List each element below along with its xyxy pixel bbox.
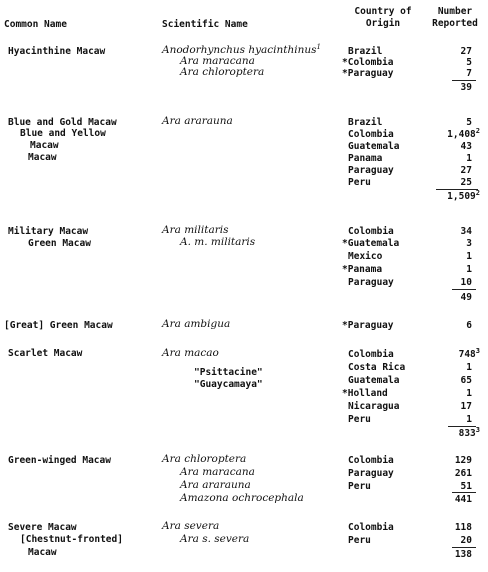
scientific-name: Ara ararauna bbox=[180, 479, 251, 491]
common-name: Green Macaw bbox=[28, 238, 91, 249]
scientific-name: Ara ambigua bbox=[162, 318, 231, 330]
country: Peru bbox=[348, 481, 371, 492]
scientific-name: Ara maracana bbox=[180, 466, 255, 478]
total: 441 bbox=[454, 494, 472, 505]
number: 1 bbox=[466, 362, 472, 373]
number: 1 bbox=[466, 414, 472, 425]
number: 20 bbox=[460, 535, 472, 546]
number: 5 bbox=[466, 117, 472, 128]
total-rule bbox=[452, 80, 476, 81]
total-rule bbox=[448, 426, 476, 427]
country: Colombia bbox=[348, 522, 394, 533]
country: Costa Rica bbox=[348, 362, 406, 373]
country: Paraguay bbox=[348, 165, 394, 176]
vernacular-name: "Guaycamaya" bbox=[194, 379, 263, 390]
country: Peru bbox=[348, 414, 371, 425]
number: 43 bbox=[460, 141, 472, 152]
common-name: Macaw bbox=[30, 140, 59, 151]
number: 1 bbox=[466, 251, 472, 262]
number: 34 bbox=[460, 226, 472, 237]
number: 27 bbox=[460, 165, 472, 176]
scientific-name: Amazona ochrocephala bbox=[180, 492, 304, 504]
total: 39 bbox=[460, 82, 472, 93]
scientific-name: Ara ararauna bbox=[162, 115, 233, 127]
country: Peru bbox=[348, 177, 371, 188]
country: Guatemala bbox=[348, 375, 400, 386]
total: $833^3$ bbox=[458, 426, 480, 439]
country: Paraguay bbox=[348, 468, 394, 479]
scientific-name: A. m. militaris bbox=[180, 236, 256, 248]
common-name: Macaw bbox=[28, 547, 57, 558]
country: *Paraguay bbox=[342, 320, 394, 331]
common-name: Scarlet Macaw bbox=[8, 348, 83, 359]
number: 7 bbox=[466, 68, 472, 79]
number: 65 bbox=[460, 375, 472, 386]
number: 3 bbox=[466, 238, 472, 249]
country: Panama bbox=[348, 153, 383, 164]
country: Brazil bbox=[348, 46, 383, 57]
number: 51 bbox=[460, 481, 472, 492]
country: Guatemala bbox=[348, 141, 400, 152]
country: Colombia bbox=[348, 129, 394, 140]
country: Colombia bbox=[348, 226, 394, 237]
number: 17 bbox=[460, 401, 472, 412]
country: Colombia bbox=[348, 455, 394, 466]
header-country-line1: Country of bbox=[354, 6, 412, 17]
country: Brazil bbox=[348, 117, 383, 128]
number: 118 bbox=[454, 522, 472, 533]
total: 138 bbox=[454, 549, 472, 560]
common-name: Severe Macaw bbox=[8, 522, 77, 533]
number: 6 bbox=[466, 320, 472, 331]
number: $748^3$ bbox=[458, 347, 480, 360]
common-name: Macaw bbox=[28, 152, 57, 163]
common-name: [Great] Green Macaw bbox=[4, 320, 113, 331]
country: *Guatemala bbox=[342, 238, 400, 249]
total-rule bbox=[436, 189, 478, 190]
number: 1 bbox=[466, 388, 472, 399]
number: 129 bbox=[454, 455, 472, 466]
total-rule bbox=[452, 547, 476, 548]
number: 261 bbox=[454, 468, 472, 479]
common-name: [Chestnut-fronted] bbox=[20, 534, 123, 545]
country: *Paraguay bbox=[342, 68, 394, 79]
country: Colombia bbox=[348, 349, 394, 360]
common-name: Green-winged Macaw bbox=[8, 455, 111, 466]
country: *Colombia bbox=[342, 57, 394, 68]
header-scientific-name: Scientific Name bbox=[162, 19, 248, 30]
scientific-name: Ara severa bbox=[162, 520, 220, 532]
number: 1 bbox=[466, 264, 472, 275]
scientific-name: Ara chloroptera bbox=[162, 453, 247, 465]
total-rule bbox=[452, 289, 476, 290]
header-country-line2: Origin bbox=[365, 18, 401, 29]
country: *Holland bbox=[342, 388, 388, 399]
number: 25 bbox=[460, 177, 472, 188]
common-name: Blue and Gold Macaw bbox=[8, 117, 117, 128]
total: 49 bbox=[460, 292, 472, 303]
country: Mexico bbox=[348, 251, 383, 262]
header-common-name: Common Name bbox=[4, 19, 67, 30]
country: Paraguay bbox=[348, 277, 394, 288]
scientific-name: Ara s. severa bbox=[180, 533, 250, 545]
number: 27 bbox=[460, 46, 472, 57]
number: 10 bbox=[460, 277, 472, 288]
common-name: Hyacinthine Macaw bbox=[8, 46, 106, 57]
country: *Panama bbox=[342, 264, 383, 275]
number: 5 bbox=[466, 57, 472, 68]
common-name: Military Macaw bbox=[8, 226, 89, 237]
number: 1,408$^2$ bbox=[447, 127, 480, 140]
scientific-name: Anodorhynchus hyacinthinus$^1$ bbox=[162, 43, 321, 56]
scientific-name: Ara maracana bbox=[180, 55, 255, 67]
scientific-name: Ara chloroptera bbox=[180, 66, 265, 78]
number: 1 bbox=[466, 153, 472, 164]
total-rule bbox=[452, 492, 476, 493]
country: Peru bbox=[348, 535, 371, 546]
scientific-name: Ara macao bbox=[162, 347, 219, 359]
header-number-line2: Reported bbox=[432, 18, 478, 29]
common-name: Blue and Yellow bbox=[20, 128, 106, 139]
total: 1,509$^2$ bbox=[447, 189, 480, 202]
scientific-name: Ara militaris bbox=[162, 224, 229, 236]
country: Nicaragua bbox=[348, 401, 400, 412]
vernacular-name: "Psittacine" bbox=[194, 367, 263, 378]
header-number-line1: Number bbox=[437, 6, 473, 17]
